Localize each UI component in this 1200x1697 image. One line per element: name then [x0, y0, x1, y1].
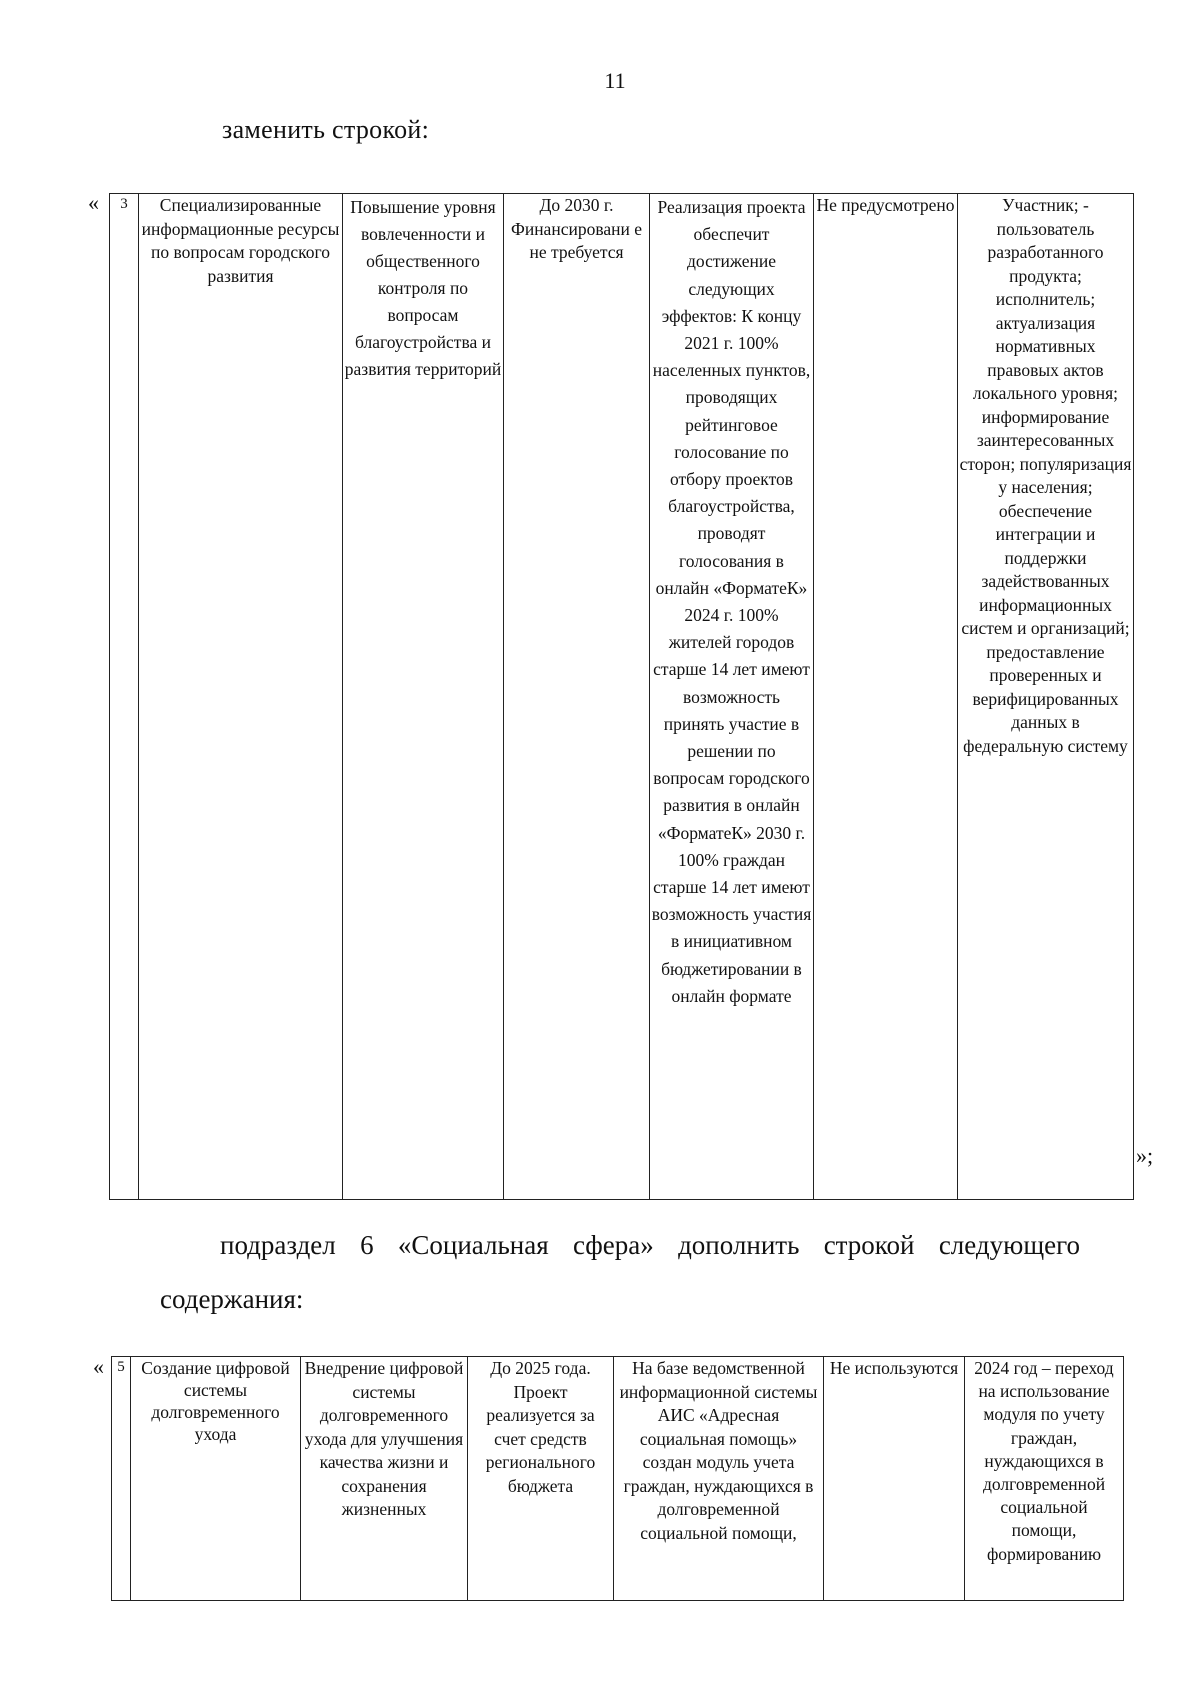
- deadline-cell: До 2030 г. Финансировани е не требуется: [504, 194, 650, 1200]
- table1-close-quote: »;: [1136, 1143, 1154, 1168]
- role-cell: 2024 год – переход на использование модуля по учету граждан, нуждающихся в долговременной социальной помощи, формированию: [965, 1357, 1124, 1601]
- row-number-cell: 3: [110, 194, 139, 1200]
- goal-cell: Внедрение цифровой системы долговременного ухода для улучшения качества жизни и сохранения жизненных: [301, 1357, 468, 1601]
- paragraph-text: подраздел 6 «Социальная сфера» дополнить строкой следующего содержания:: [160, 1230, 1080, 1314]
- funding-cell: Не используются: [824, 1357, 965, 1601]
- intro-text: заменить строкой:: [222, 115, 430, 144]
- goal-cell: Повышение уровня вовлеченности и общественного контроля по вопросам благоустройства и развития территорий: [343, 194, 504, 1200]
- table1-open-quote: «: [88, 190, 99, 215]
- table-replacement-row: [109, 193, 1134, 1200]
- table2-open-quote: «: [93, 1354, 104, 1379]
- table-row: [110, 194, 1134, 1200]
- role-cell: Участник; - пользователь разработанного продукта; исполнитель; актуализация нормативных правовых актов локального уровня; информирование заинтересованных сторон; популяризация у населения; обеспечение интеграции и поддержки задействованных информационных систем и организаций; предоставление проверенных и верифицированных данных в федеральную систему: [958, 194, 1134, 1200]
- table-new-row: [111, 1356, 1124, 1601]
- amendment-paragraph: [160, 1218, 1080, 1326]
- funding-cell: Не предусмотрено: [814, 194, 958, 1200]
- table-row: [112, 1357, 1124, 1601]
- project-name-cell: Специализированные информационные ресурсы по вопросам городского развития: [139, 194, 343, 1200]
- effects-cell: Реализация проекта обеспечит достижение следующих эффектов: К концу 2021 г. 100% населенных пунктов, проводящих рейтинговое голосование по отбору проектов благоустройства, проводят голосования в онлайн «ФорматеК» 2024 г. 100% жителей городов старше 14 лет имеют возможность принять участие в решении по вопросам городского развития в онлайн «ФорматеК» 2030 г. 100% граждан старше 14 лет имеют возможность участия в инициативном бюджетировании в онлайн формате: [650, 194, 814, 1200]
- deadline-cell: До 2025 года. Проект реализуется за счет средств регионального бюджета: [468, 1357, 614, 1601]
- project-name-cell: Создание цифровой системы долговременного ухода: [131, 1357, 301, 1601]
- page-number: 11: [604, 68, 626, 93]
- row-number-cell: 5: [112, 1357, 131, 1601]
- effects-cell: На базе ведомственной информационной системы АИС «Адресная социальная помощь» создан модуль учета граждан, нуждающихся в долговременной социальной помощи,: [614, 1357, 824, 1601]
